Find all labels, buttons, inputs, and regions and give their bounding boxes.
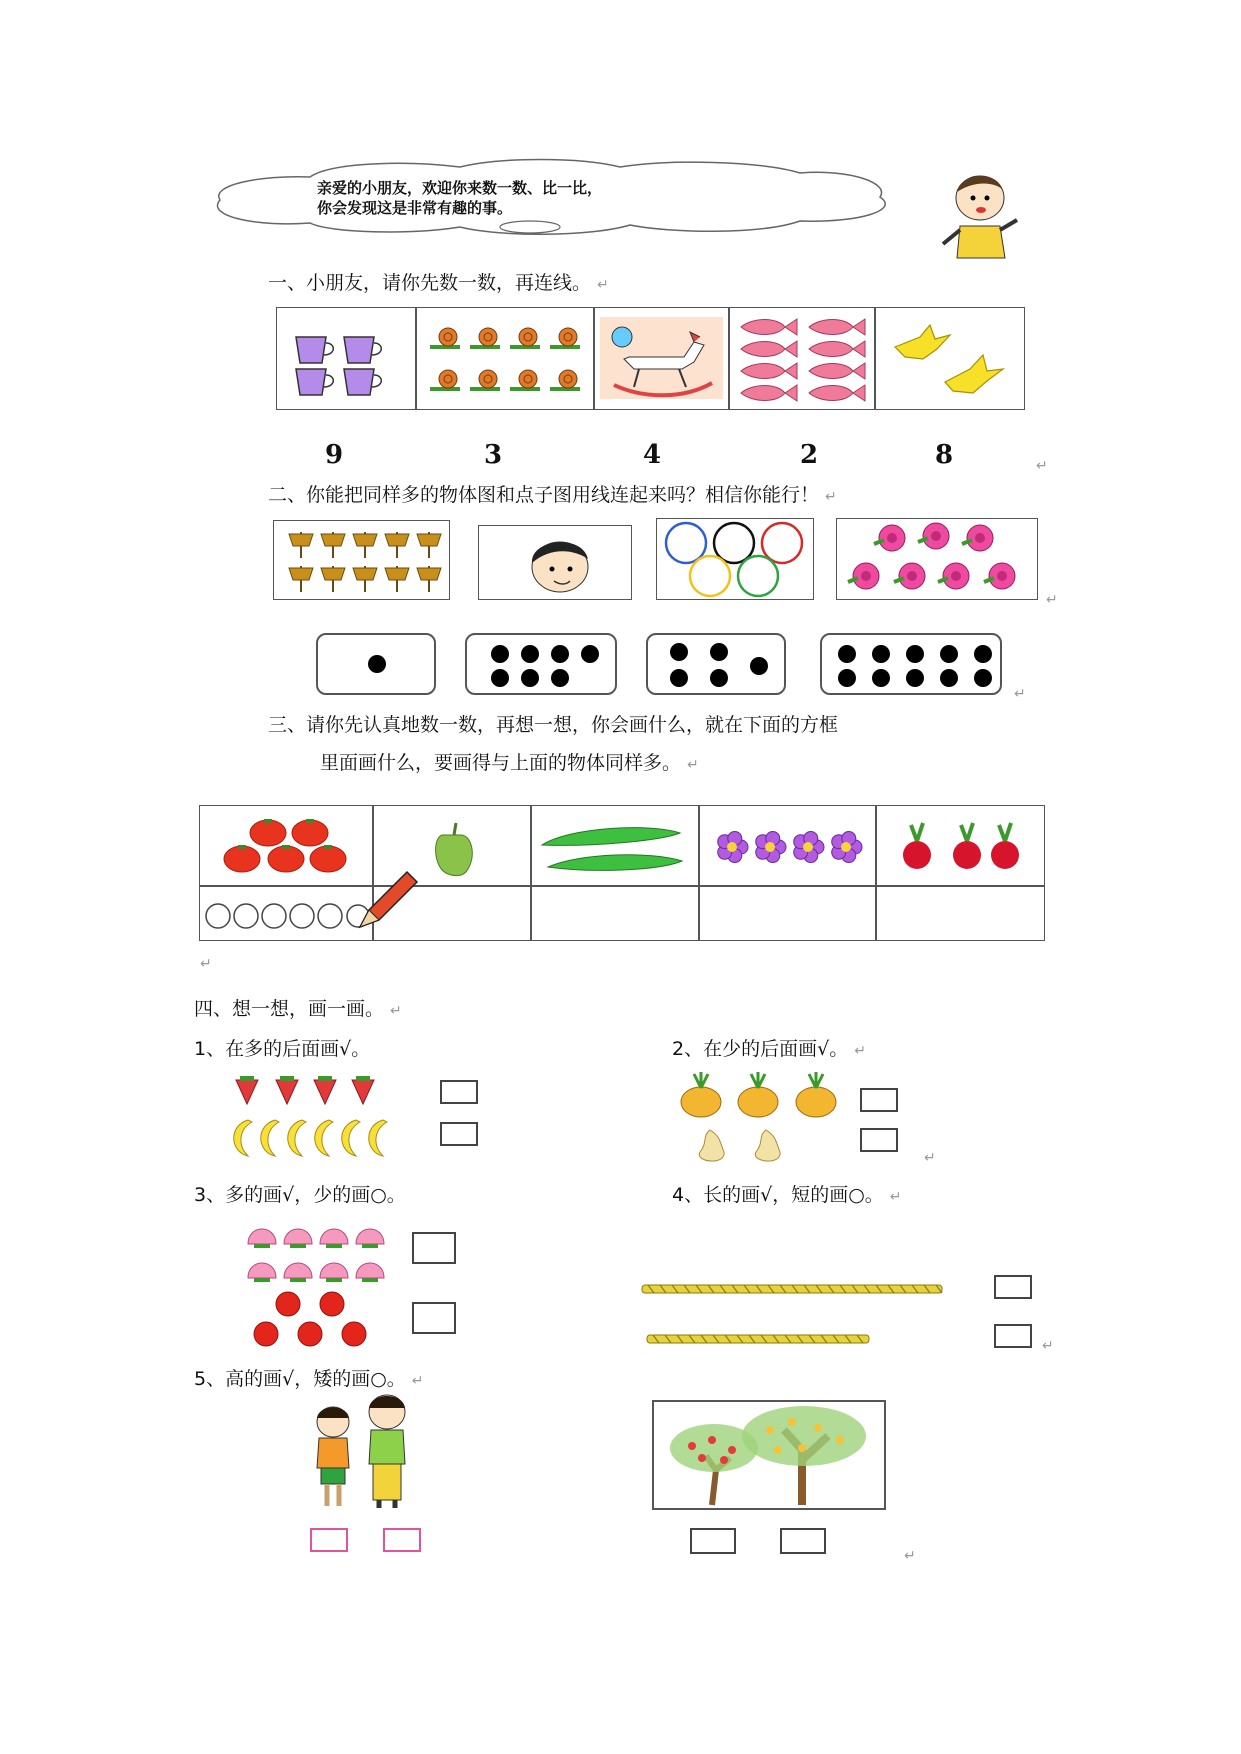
dot (670, 669, 688, 687)
q5-label: 5、高的画√，矮的画○。 ↵ (194, 1368, 424, 1390)
q2-checkbox-pineapples[interactable] (860, 1088, 898, 1112)
section2-title: 二、你能把同样多的物体图和点子图用线连起来吗？相信你能行！ ↵ (268, 484, 837, 506)
q3-box-peaches[interactable] (412, 1232, 456, 1264)
snails-icon (416, 307, 594, 410)
example-circles (200, 896, 372, 936)
dot (872, 645, 890, 663)
boy-illustration (935, 168, 1025, 258)
q5-box-child-left[interactable] (310, 1528, 348, 1552)
short-rope (645, 1332, 875, 1346)
dot (906, 669, 924, 687)
q3-label: 3、多的画√，少的画○。 (194, 1184, 406, 1206)
strawberries-icon (228, 1070, 398, 1110)
q4-box-long[interactable] (994, 1275, 1032, 1299)
number-2: 3 (484, 440, 503, 470)
cucumbers-icon (530, 805, 698, 885)
pears-icon (686, 1122, 796, 1168)
q1-checkbox-bananas[interactable] (440, 1122, 478, 1146)
q2-checkbox-pears[interactable] (860, 1128, 898, 1152)
dot (581, 645, 599, 663)
dot (551, 645, 569, 663)
dot (940, 645, 958, 663)
return-mark: ↵ (1014, 686, 1026, 702)
wheat-icon (273, 520, 450, 600)
number-1: 9 (325, 440, 344, 470)
rocking-horse-icon (594, 307, 729, 410)
return-mark: ↵ (889, 1189, 902, 1205)
dot (940, 669, 958, 687)
return-mark: ↵ (825, 489, 837, 505)
dot (670, 643, 688, 661)
dot (491, 645, 509, 663)
dot (710, 669, 728, 687)
dot (838, 669, 856, 687)
purple-flowers-icon (698, 805, 875, 885)
dot (521, 669, 539, 687)
return-mark: ↵ (904, 1548, 916, 1564)
return-mark: ↵ (924, 1150, 936, 1166)
dot (521, 645, 539, 663)
boy-face-icon (478, 525, 632, 600)
intro-line-2: 你会发现这是非常有趣的事。 (317, 199, 513, 217)
return-mark: ↵ (411, 1373, 424, 1389)
dot (906, 645, 924, 663)
return-mark: ↵ (1046, 592, 1058, 608)
q5-box-tree-left[interactable] (690, 1528, 736, 1554)
tomatoes-icon (200, 805, 370, 885)
dot (491, 669, 509, 687)
return-mark: ↵ (854, 1043, 866, 1059)
trees-icon (652, 1400, 886, 1510)
q5-box-child-right[interactable] (383, 1528, 421, 1552)
number-5: 8 (935, 440, 954, 470)
section3-title-line2: 里面画什么，要画得与上面的物体同样多。 ↵ (320, 752, 699, 774)
section3-divider (199, 885, 1045, 887)
dot (710, 643, 728, 661)
section1-title: 一、小朋友，请你先数一数，再连线。 ↵ (268, 272, 609, 294)
bananas-icon (224, 1112, 404, 1162)
section3-title-line1: 三、请你先认真地数一数，再想一想，你会画什么，就在下面的方框 (268, 714, 839, 736)
dot (838, 645, 856, 663)
q5-box-tree-right[interactable] (780, 1528, 826, 1554)
intro-text (317, 178, 602, 218)
cups-icon (276, 307, 416, 410)
pencil-icon (355, 862, 425, 932)
olympic-rings-icon (656, 518, 814, 600)
dot-card-1[interactable] (316, 633, 436, 695)
q1-label: 1、在多的后面画√。 (194, 1038, 371, 1060)
number-4: 2 (800, 440, 819, 470)
long-rope (640, 1282, 950, 1296)
radishes-icon (875, 805, 1045, 885)
return-mark: ↵ (390, 1003, 402, 1019)
roses-icon (836, 518, 1038, 600)
return-mark: ↵ (1042, 1338, 1054, 1354)
return-mark: ↵ (597, 277, 609, 293)
dot (551, 669, 569, 687)
dot-card-7[interactable] (465, 633, 617, 695)
peaches-icon (240, 1212, 390, 1288)
q3-box-apples[interactable] (412, 1302, 456, 1334)
pineapples-icon (676, 1072, 846, 1120)
return-mark: ↵ (200, 956, 212, 972)
q4-box-short[interactable] (994, 1324, 1032, 1348)
dot (368, 655, 386, 673)
section4-title: 四、想一想，画一画。 ↵ (194, 998, 402, 1020)
dot (974, 669, 992, 687)
q2-label: 2、在少的后面画√。 ↵ (672, 1038, 866, 1060)
q1-checkbox-strawberries[interactable] (440, 1080, 478, 1104)
return-mark: ↵ (687, 757, 699, 773)
number-3: 4 (643, 440, 662, 470)
dot (750, 657, 768, 675)
q4-label: 4、长的画√，短的画○。 ↵ (672, 1184, 902, 1206)
intro-line-1: 亲爱的小朋友，欢迎你来数一数、比一比， (317, 179, 603, 197)
dot (872, 669, 890, 687)
birds-icon (875, 307, 1025, 410)
dot (974, 645, 992, 663)
children-icon (305, 1392, 435, 1512)
dot-card-5[interactable] (646, 633, 786, 695)
return-mark: ↵ (1036, 458, 1048, 474)
apples-icon (246, 1288, 386, 1354)
dot-card-10[interactable] (820, 633, 1002, 695)
fish-icon (729, 307, 875, 410)
